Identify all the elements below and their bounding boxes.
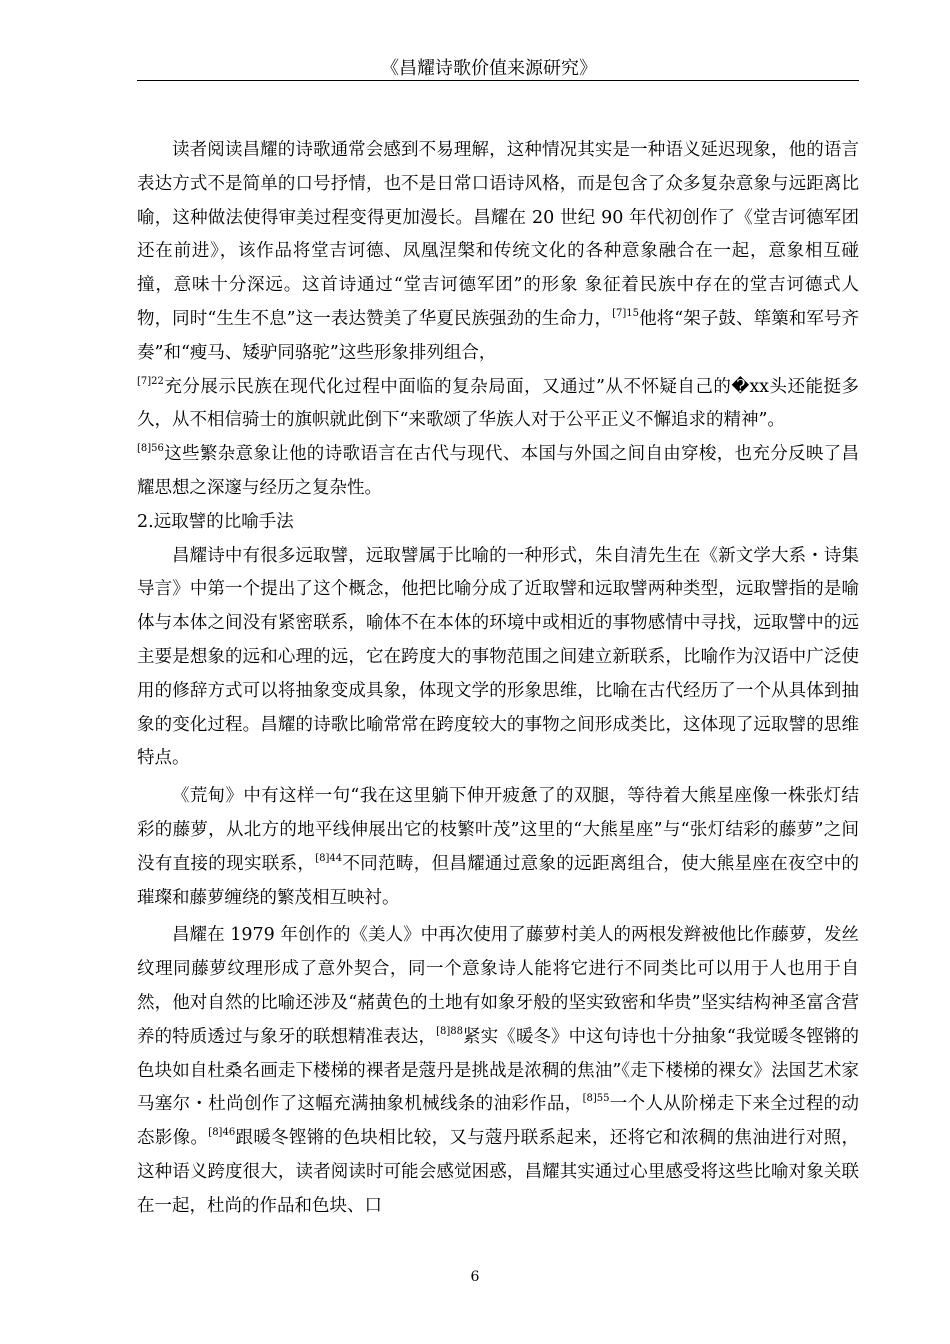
citation: [8]55 [582, 1093, 610, 1105]
paragraph-text: 他将“架子鼓、筚篥和军号齐奏”和“瘦马、矮驴同骆驼”这些形象排列组合， [137, 308, 859, 363]
paragraph-text: 昌耀在 1979 年创作的《美人》中再次使用了藤萝村美人的两根发辫被他比作藤萝，发丝纹理同藤萝纹理形成了意外契合，同一个意象诗人能将它进行不同类比可以用于人也用于自然，他对自然的比喻还涉及“赭黄色的土地有如象牙般的坚实致密和华贵”坚实结构神圣富含营养的特质透过与象牙的联想精准表达， [137, 925, 859, 1047]
citation: [8]56 [137, 443, 164, 455]
paragraph-4 [137, 919, 859, 1223]
paragraph-text: 紧实《暖冬》中这句诗也十分抽象“我觉暖冬铿锵的色块如自杜桑名画走下楼梯的裸者是蔻丹是挑战是浓稠的焦油”《走下楼梯的裸女》法国艺术家马塞尔・杜尚创作了这幅充满抽象机械线条的油彩作品， [137, 1026, 860, 1115]
paragraph-text: 跟暖冬铿锵的色块相比较，又与蔻丹联系起来，还将它和浓稠的焦油进行对照，这种语义跨度很大，读者阅读时可能会感觉困惑，昌耀其实通过心里感受将这些比喻对象关联在一起，杜尚的作品和色块、口 [137, 1128, 860, 1216]
citation: [7]22 [137, 375, 164, 387]
citation: [8]46 [208, 1127, 236, 1139]
paragraph-text: 这些繁杂意象让他的诗歌语言在古代与现代、本国与外国之间自由穿梭，也充分反映了昌耀思想之深邃与经历之复杂性。 [137, 444, 859, 498]
paragraph-1 [137, 134, 859, 506]
paragraph-text: 不同范畴，但昌耀通过意象的远距离组合，使大熊星座在夜空中的璀璨和藤萝缠绕的繁茂相互映衬。 [137, 853, 859, 908]
header-rule [137, 80, 859, 81]
page-number: 6 [470, 1269, 480, 1285]
citation: [7]15 [612, 307, 640, 319]
citation: [8]88 [436, 1025, 463, 1037]
paragraph-3 [137, 780, 859, 915]
running-header: 《昌耀诗歌价值来源研究》 [381, 58, 597, 79]
body-text [137, 134, 859, 1224]
paragraph-text: 一个人从阶梯走下来全过程的动态影像。 [137, 1094, 860, 1149]
citation: [8]44 [315, 852, 343, 864]
section-heading: 2.远取譬的比喻手法 [137, 511, 294, 532]
paragraph-text: 读者阅读昌耀的诗歌通常会感到不易理解，这种情况其实是一种语义延迟现象，他的语言表达方式不是简单的口号抒情，也不是日常口语诗风格，而是包含了众多复杂意象与远距离比喻，这种做法使得审美过程变得更加漫长。昌耀在 20 世纪 90 年代初创作了《堂吉诃德军团还在前进》，该作品将堂吉诃德、凤凰涅槃和传统文化的各种意象融合在一起，意象相互碰撞，意味十分深远。这首诗通过“堂吉诃德军团”的形象 象征着民族中存在的堂吉诃德式人物，同时“生生不息”这一表达赞美了华夏民族强劲的生命力， [137, 140, 859, 329]
paragraph-2: 昌耀诗中有很多远取譬，远取譬属于比喻的一种形式，朱自清先生在《新文学大系・诗集导言》中第一个提出了这个概念，他把比喻分成了近取譬和远取譬两种类型，远取譬指的是喻体与本体之间没有紧密联系，喻体不在本体的环境中或相近的事物感情中寻找，远取譬中的远主要是想象的远和心理的远，它在跨度大的事物范围之间建立新联系，比喻作为汉语中广泛使用的修辞方式可以将抽象变成具象，体现文学的形象思维，比喻在古代经历了一个从具体到抽象的变化过程。昌耀的诗歌比喻常常在跨度较大的事物之间形成类比，这体现了远取譬的思维特点。 [137, 545, 859, 769]
paragraph-text: 《荒甸》中有这样一句“我在这里躺下伸开疲惫了的双腿，等待着大熊星座像一株张灯结彩的藤萝，从北方的地平线伸展出它的枝繁叶茂”这里的“大熊星座”与“张灯结彩的藤萝”之间没有直接的现实联系， [137, 786, 859, 874]
paragraph-text: 充分展示民族在现代化过程中面临的复杂局面，又通过”从不怀疑自己的�xx头还能挺多久，从不相信骑士的旗帜就此倒下“来歌颂了华族人对于公平正义不懈追求的精神”。 [137, 376, 859, 431]
